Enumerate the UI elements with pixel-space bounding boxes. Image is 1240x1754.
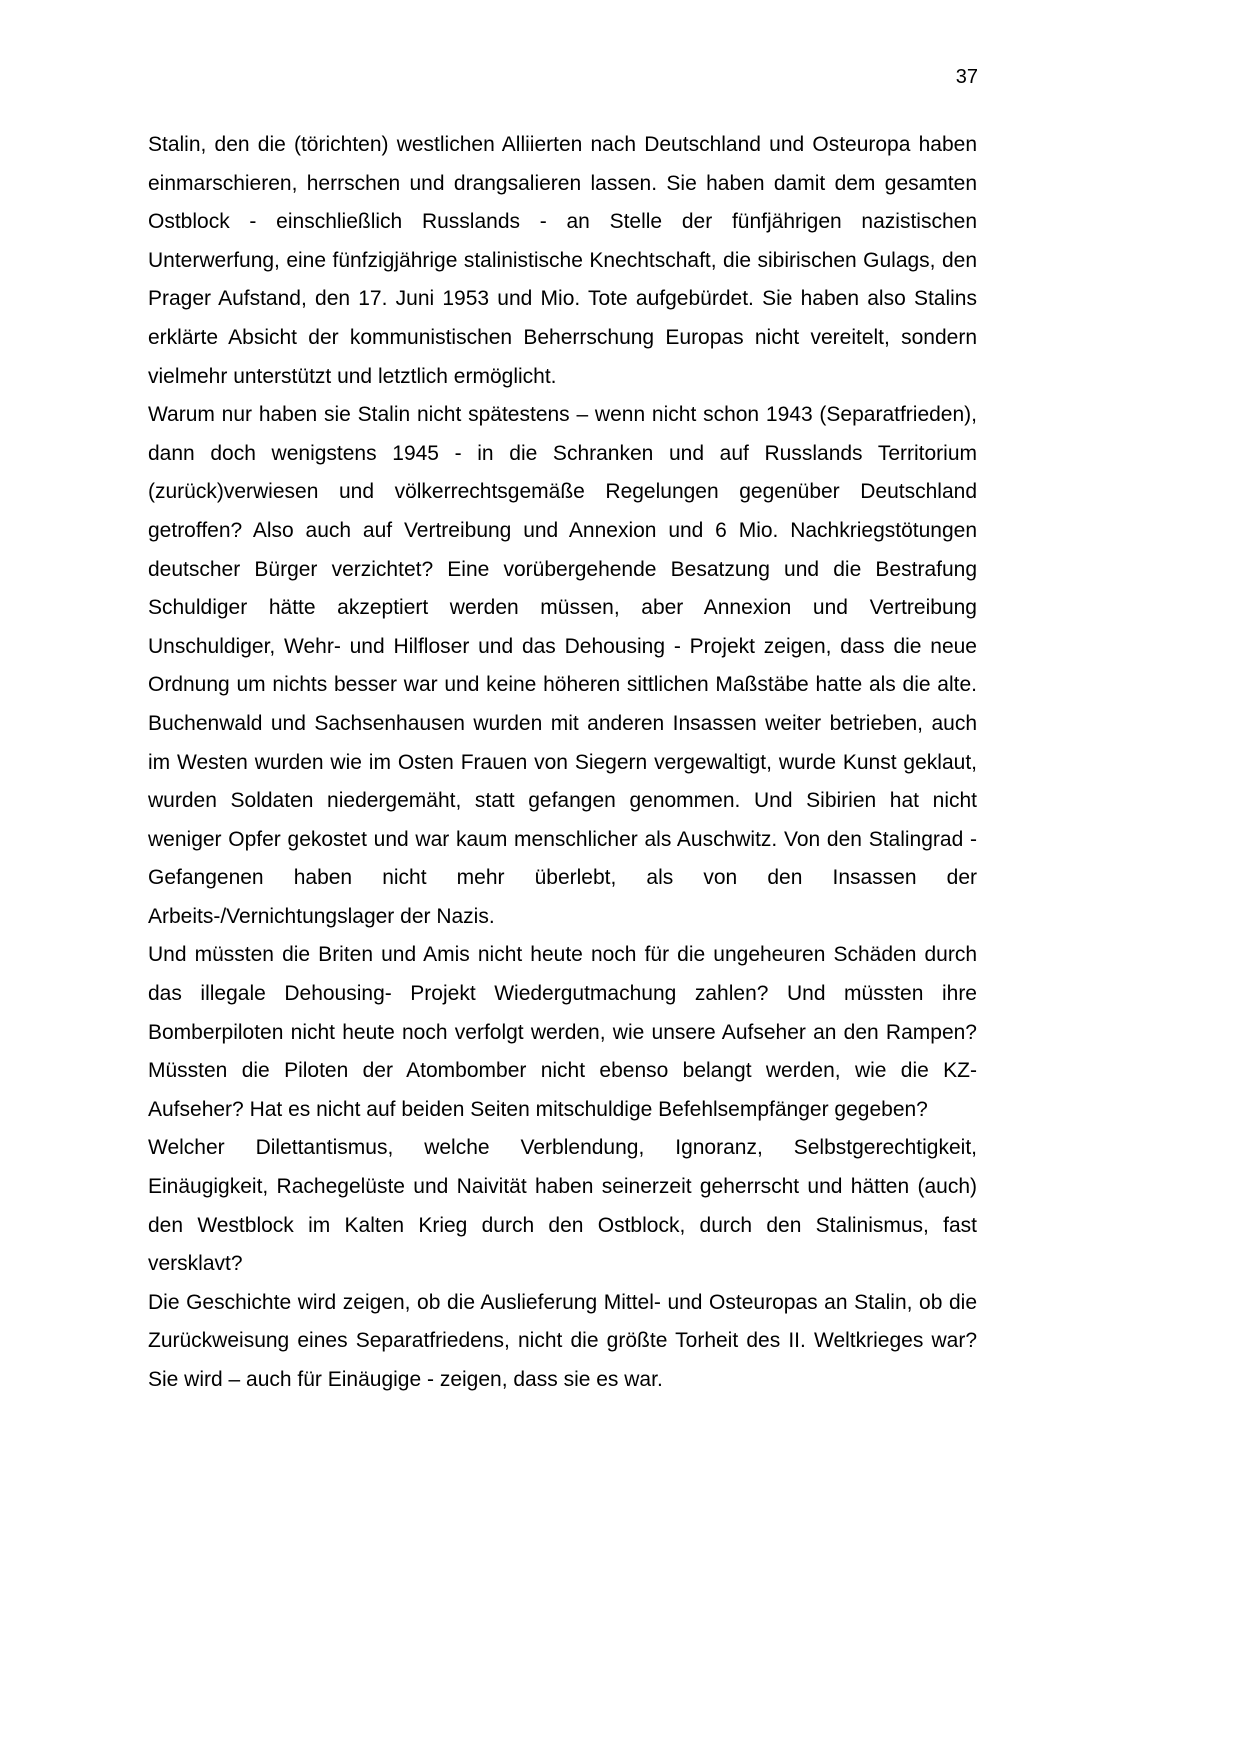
paragraph: Und müssten die Briten und Amis nicht heute noch für die ungeheuren Schäden durch das illegale Dehousing- Projekt Wiedergutmachung zahlen? Und müssten ihre Bomberpiloten nicht heute noch verfolgt werden, wie unsere Aufseher an den Rampen? Müssten die Piloten der Atombomber nicht ebenso belangt werden, wie die KZ-Aufseher? Hat es nicht auf beiden Seiten mitschuldige Befehlsempfänger gegeben? bbox=[148, 943, 977, 1121]
paragraph: Stalin, den die (törichten) westlichen Alliierten nach Deutschland und Osteuropa haben einmarschieren, herrschen und drangsalieren lassen. Sie haben damit dem gesamten Ostblock - einschließlich Russlands - an Stelle der fünfjährigen nazistischen Unterwerfung, eine fünfzigjährige stalinistische Knechtschaft, die sibirischen Gulags, den Prager Aufstand, den 17. Juni 1953 und Mio. Tote aufgebürdet. Sie haben also Stalins erklärte Absicht der kommunistischen Beherrschung Europas nicht vereitelt, sondern vielmehr unterstützt und letztlich ermöglicht. bbox=[148, 133, 977, 388]
body-text bbox=[148, 126, 977, 1400]
paragraph: Warum nur haben sie Stalin nicht spätestens – wenn nicht schon 1943 (Separatfrieden), dann doch wenigstens 1945 - in die Schranken und auf Russlands Territorium (zurück)verwiesen und völkerrechtsgemäße Regelungen gegenüber Deutschland getroffen? Also auch auf Vertreibung und Annexion und 6 Mio. Nachkriegstötungen deutscher Bürger verzichtet? Eine vorübergehende Besatzung und die Bestrafung Schuldiger hätte akzeptiert werden müssen, aber Annexion und Vertreibung Unschuldiger, Wehr- und Hilfloser und das Dehousing - Projekt zeigen, dass die neue Ordnung um nichts besser war und keine höheren sittlichen Maßstäbe hatte als die alte. Buchenwald und Sachsenhausen wurden mit anderen Insassen weiter betrieben, auch im Westen wurden wie im Osten Frauen von Siegern vergewaltigt, wurde Kunst geklaut, wurden Soldaten niedergemäht, statt gefangen genommen. Und Sibirien hat nicht weniger Opfer gekostet und war kaum menschlicher als Auschwitz. Von den Stalingrad - Gefangenen haben nicht mehr überlebt, als von den Insassen der Arbeits-/Vernichtungslager der Nazis. bbox=[148, 403, 977, 928]
paragraph: Die Geschichte wird zeigen, ob die Auslieferung Mittel- und Osteuropas an Stalin, ob die Zurückweisung eines Separatfriedens, nicht die größte Torheit des II. Weltkrieges war? Sie wird – auch für Einäugige - zeigen, dass sie es war. bbox=[148, 1290, 977, 1391]
paragraph: Welcher Dilettantismus, welche Verblendung, Ignoranz, Selbstgerechtigkeit, Einäugigkeit, Rachegelüste und Naivität haben seinerzeit geherrscht und hätten (auch) den Westblock im Kalten Krieg durch den Ostblock, durch den Stalinismus, fast versklavt? bbox=[148, 1136, 977, 1276]
page-number: 37 bbox=[955, 66, 978, 88]
